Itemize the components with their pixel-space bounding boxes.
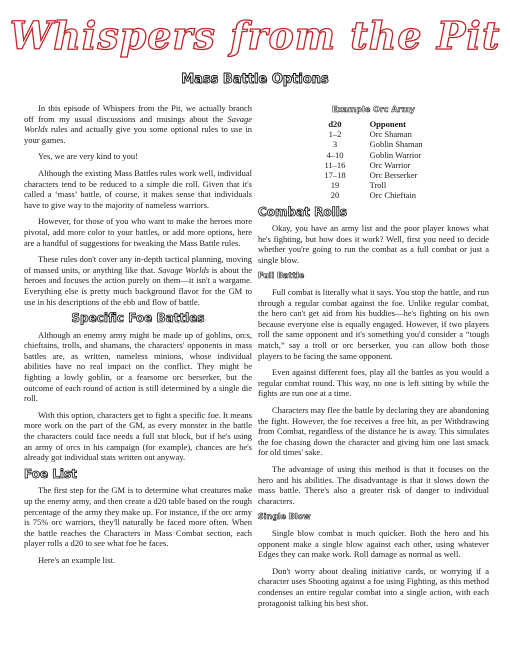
paragraph: Full combat is literally what it says. You stop the battle, and run through a regular combat against the foe. Unlike regular combat, the hero can't get aid from his buddies—he's fighting on his own because everyone else is equally engaged. However, if two players roll the same opponent and it's something you'd consider a “tough match,” say a troll or orc berserker, you can allow both those players to be facing the same opponent. — [258, 287, 489, 361]
table-row — [312, 150, 434, 160]
table-row — [312, 129, 434, 139]
paragraph: Although an enemy army might be made up of goblins, orcs, chieftains, trolls, and shamans, the characters' opponents in mass battles are, as written, nameless minions, whose individual abilities have no real impact on the conflict. They might be fighting a lowly goblin, or a fearsome orc berserker, but the outcome of each round of action is still determined by a single die roll. — [24, 329, 252, 404]
paragraph: The advantage of using this method is that it focuses on the hero and his abilities. The disadvantage is that it slows down the mass battle. There's also a greater risk of danger to individual characters. — [258, 463, 489, 506]
paragraph: Okay, you have an army list and the poor player knows what he's fighting, but how does it work? Well, first you need to decide whether you're going to run the combat as a full combat or just a single blow. — [258, 223, 489, 265]
roll-cell: 20 — [330, 190, 340, 201]
opponent-cell: Orc Berserker — [369, 169, 418, 180]
opponent-cell: Orc Warrior — [369, 159, 411, 170]
column-header-d20: d20 — [328, 118, 342, 129]
table-title: Example Orc Army — [332, 105, 415, 114]
paragraph: Even against different foes, play all the battles as you would a regular combat round. This way, no one is left sitting by while the fights are run one at a time. — [258, 367, 489, 399]
opponent-cell: Orc Shaman — [369, 129, 412, 140]
roll-cell: 3 — [332, 139, 338, 150]
heading-specific-foe-battles: Specific Foe Battles — [71, 311, 205, 326]
paragraph: With this option, characters get to fight a specific foe. It means more work on the part of the GM, as every monster in the battle the characters could face needs a full stat block, but if he's using an army of orcs in his campaign (for example), chances are he's already got individual stats written out anyway. — [24, 409, 252, 463]
opponent-cell: Orc Chieftain — [369, 190, 417, 201]
table-row — [312, 139, 434, 149]
table-row — [312, 170, 434, 180]
paragraph: Yes, we are very kind to you! — [38, 151, 138, 162]
column-header-opponent: Opponent — [369, 118, 406, 129]
table-row — [312, 160, 434, 170]
paragraph: However, for those of you who want to make the heroes more pivotal, add more color to your battles, or add more options, here are a handful of suggestions for tweaking the Mass Battle rules. — [24, 216, 252, 248]
heading-foe-list: Foe List — [24, 466, 77, 481]
heading-single-blow: Single Blow — [258, 512, 311, 522]
page-banner — [0, 10, 510, 62]
opponent-cell: Goblin Warrior — [369, 149, 422, 160]
heading-full-battle: Full Battle — [258, 271, 305, 281]
table-row — [312, 180, 434, 190]
paragraph: Although the existing Mass Battles rules work well, individual characters tend to be reduced to a simple die roll. Given that it's called a ‘mass’ battle, of course, it makes sense that individuals have to give way to the majority of nameless warriors. — [24, 167, 252, 210]
table-row — [312, 190, 434, 200]
roll-cell: 4–10 — [326, 149, 344, 160]
roll-cell: 11–16 — [324, 159, 346, 170]
paragraph: Single blow combat is much quicker. Both the hero and his opponent make a single blow against each other, using whatever Edges they can make work. Roll damage as normal as well. — [258, 527, 489, 560]
left-column — [24, 103, 252, 572]
article-title: Mass Battle Options — [181, 72, 329, 87]
table-header-row — [312, 119, 434, 130]
heading-combat-rolls: Combat Rolls — [258, 204, 348, 219]
banner-title: Whispers from the Pit — [9, 13, 501, 58]
right-column — [258, 103, 489, 614]
orc-army-table — [312, 119, 434, 201]
paragraph: Don't worry about dealing initiative cards, or worrying if a character uses Shooting against a foe using Fighting, as this method condenses an entire regular combat into a single action, with each protagonist talking his best shot. — [258, 565, 489, 608]
paragraph: Here's an example list. — [38, 554, 116, 565]
roll-cell: 19 — [330, 180, 340, 191]
opponent-cell: Goblin Shaman — [369, 139, 423, 150]
paragraph: In this episode of Whispers from the Pit, we actually branch off from my usual discussions and musings about the Savage Worlds rules and actually give you some optional rules to use in your games. — [24, 103, 252, 145]
paragraph: Characters may flee the battle by declaring they are abandoning the fight. However, the foe receives a free hit, as per Withdrawing from Combat, regardless of the distance he is away. This simulates the foe chasing down the character and giving him one last smack for old times' sake. — [258, 405, 489, 458]
paragraph: These rules don't cover any in-depth tactical planning, moving of massed units, or anything like that. Savage Worlds is about the heroes and focuses the action purely on them—it isn't a wargame. Everything else is pretty much background flavor for the GM to use in his descriptions of the ebb and flow of battle. — [24, 254, 253, 307]
roll-cell: 1–2 — [328, 129, 342, 140]
roll-cell: 17–18 — [324, 169, 346, 180]
paragraph: The first step for the GM is to determine what creatures make up the enemy army, and then create a d20 table based on the rough percentage of the army they make up. For instance, if the orc army is 75% orc warriors, they'll naturally be faced more often. When the battle reaches the Characters in Mass Combat section, each player rolls a d20 to see what foe he faces. — [24, 485, 252, 549]
opponent-cell: Troll — [369, 180, 387, 191]
